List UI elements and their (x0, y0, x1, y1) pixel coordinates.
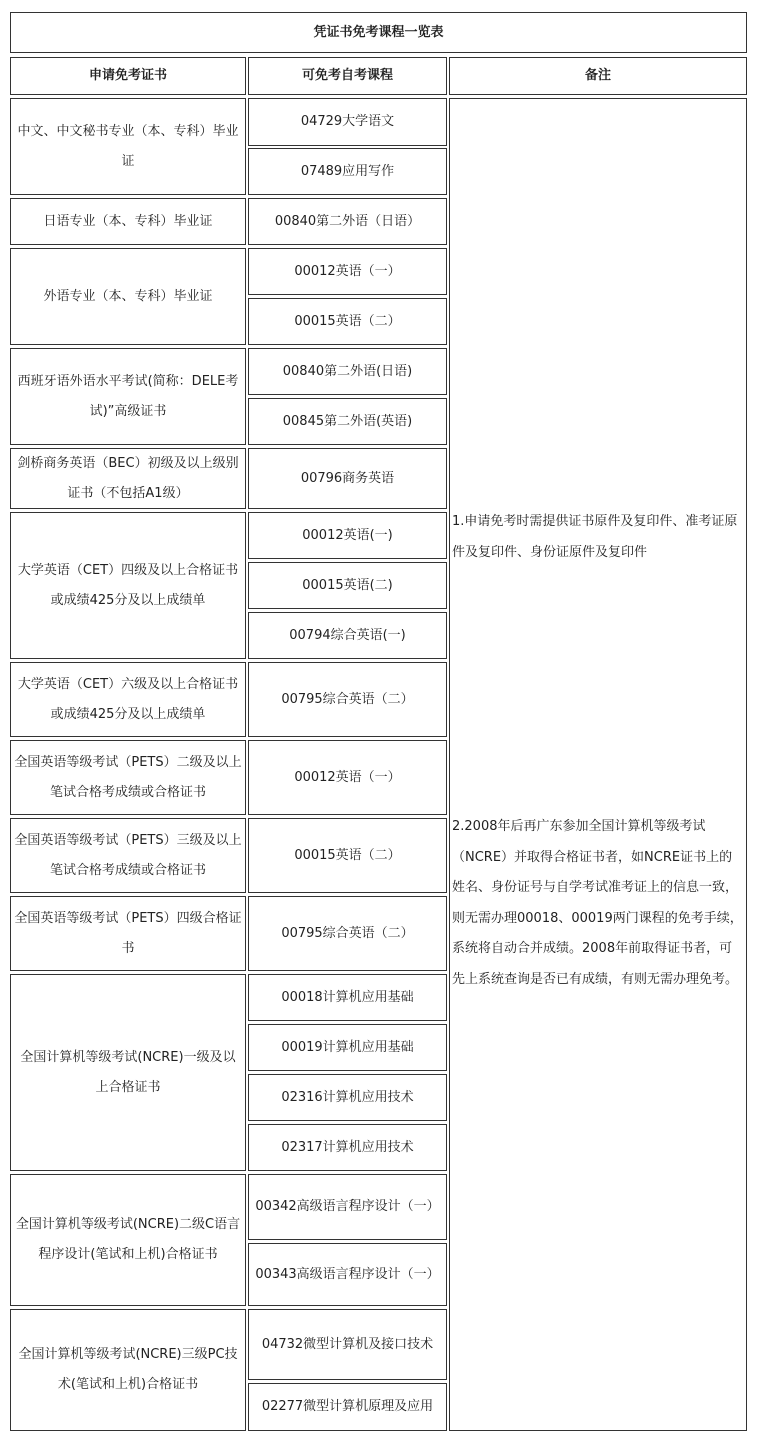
course-cell: 00796商务英语 (248, 448, 447, 509)
certificate-cell: 大学英语（CET）六级及以上合格证书或成绩425分及以上成绩单 (10, 662, 246, 737)
remark-note-1: 1.申请免考时需提供证书原件及复印件、准考证原件及复印件、身份证原件及复印件 (452, 514, 738, 560)
course-cell: 07489应用写作 (248, 148, 447, 195)
certificate-cell: 日语专业（本、专科）毕业证 (10, 198, 246, 245)
table-title: 凭证书免考课程一览表 (10, 12, 747, 53)
course-cell: 00342高级语言程序设计（一） (248, 1174, 447, 1240)
header-certificate: 申请免考证书 (10, 57, 246, 95)
course-cell: 00795综合英语（二） (248, 662, 447, 737)
course-cell: 00015英语（二） (248, 298, 447, 345)
header-courses: 可免考自考课程 (248, 57, 447, 95)
course-cell: 00012英语（一） (248, 248, 447, 295)
course-cell: 00840第二外语（日语） (248, 198, 447, 245)
course-cell: 00343高级语言程序设计（一） (248, 1243, 447, 1306)
course-cell: 02317计算机应用技术 (248, 1124, 447, 1171)
certificate-cell: 全国英语等级考试（PETS）二级及以上笔试合格考成绩或合格证书 (10, 740, 246, 815)
course-cell: 04732微型计算机及接口技术 (248, 1309, 447, 1380)
course-cell: 00015英语(二) (248, 562, 447, 609)
certificate-cell: 全国英语等级考试（PETS）四级合格证书 (10, 896, 246, 971)
certificate-cell: 剑桥商务英语（BEC）初级及以上级别证书（不包括A1级） (10, 448, 246, 509)
course-cell: 00012英语(一) (248, 512, 447, 559)
certificate-cell: 西班牙语外语水平考试(简称：DELE考试)”高级证书 (10, 348, 246, 445)
certificate-cell: 全国计算机等级考试(NCRE)三级PC技术(笔试和上机)合格证书 (10, 1309, 246, 1431)
course-cell: 00019计算机应用基础 (248, 1024, 447, 1071)
certificate-cell: 全国计算机等级考试(NCRE)二级C语言程序设计(笔试和上机)合格证书 (10, 1174, 246, 1306)
remark-note-2: 2.2008年后再广东参加全国计算机等级考试（NCRE）并取得合格证书者，如NCRE证书上的姓名、身份证号与自学考试准考证上的信息一致，则无需办理00018、00019两门课程的免考手续，系统将自动合并成绩。2008年前取得证书者，可先上系统查询是否已有成绩，有则无需办理免考。 (452, 819, 743, 987)
remarks-cell (449, 98, 747, 1431)
course-cell: 00795综合英语（二） (248, 896, 447, 971)
certificate-cell: 全国英语等级考试（PETS）三级及以上笔试合格考成绩或合格证书 (10, 818, 246, 893)
certificate-cell: 外语专业（本、专科）毕业证 (10, 248, 246, 345)
course-cell: 00015英语（二） (248, 818, 447, 893)
course-cell: 02316计算机应用技术 (248, 1074, 447, 1121)
course-cell: 00018计算机应用基础 (248, 974, 447, 1021)
course-cell: 00845第二外语(英语) (248, 398, 447, 445)
course-cell: 04729大学语文 (248, 98, 447, 146)
certificate-cell: 全国计算机等级考试(NCRE)一级及以上合格证书 (10, 974, 246, 1171)
course-cell: 00012英语（一） (248, 740, 447, 815)
header-remarks: 备注 (449, 57, 747, 95)
certificate-cell: 大学英语（CET）四级及以上合格证书或成绩425分及以上成绩单 (10, 512, 246, 659)
course-cell: 02277微型计算机原理及应用 (248, 1383, 447, 1431)
course-cell: 00794综合英语(一) (248, 612, 447, 659)
course-cell: 00840第二外语(日语) (248, 348, 447, 395)
certificate-cell: 中文、中文秘书专业（本、专科）毕业证 (10, 98, 246, 195)
